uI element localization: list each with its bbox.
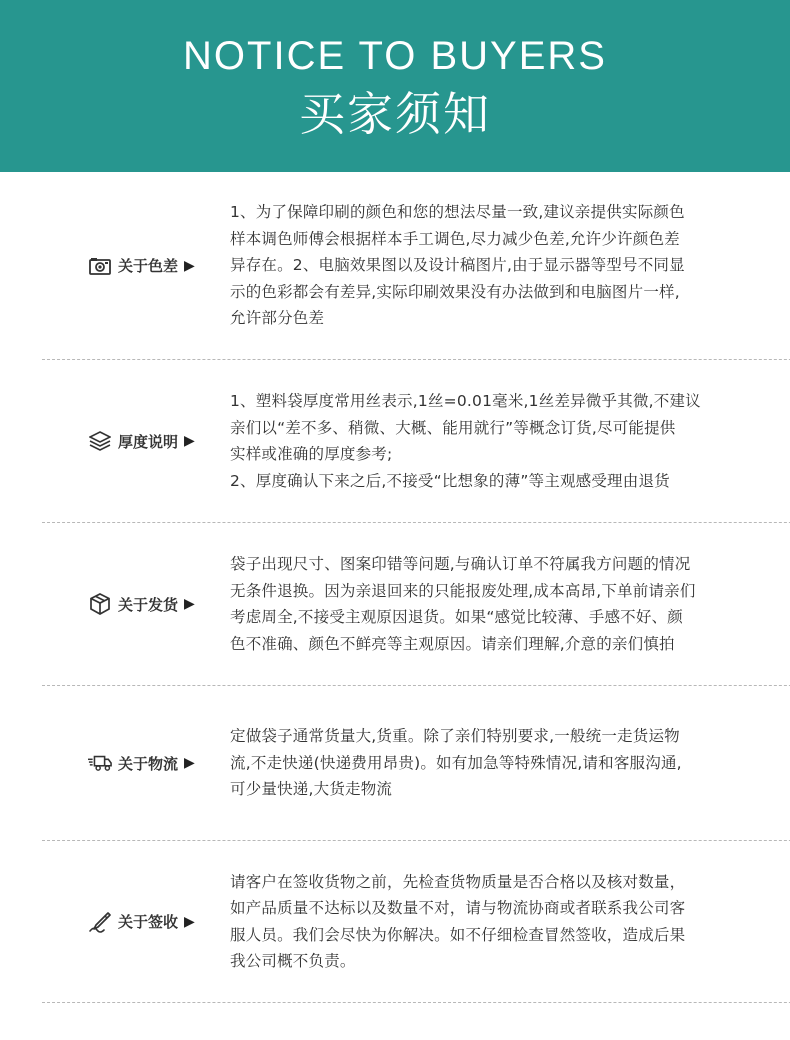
arrow-right-icon: ▶ bbox=[184, 755, 195, 771]
text-line: 如产品质量不达标以及数量不对，请与物流协商或者联系我公司客 bbox=[230, 899, 686, 917]
notice-list bbox=[0, 172, 790, 1003]
text-line: 色不准确、颜色不鲜亮等主观原因。请亲们理解,介意的亲们慎拍 bbox=[230, 634, 675, 653]
text-line: 我公司概不负责。 bbox=[230, 952, 356, 970]
section-label-text: 关于签收 bbox=[118, 913, 179, 931]
section-label-text: 厚度说明 bbox=[118, 432, 179, 451]
text-line: 实样或准确的厚度参考; bbox=[230, 445, 393, 463]
layers-icon bbox=[88, 431, 112, 451]
text-line: 服人员。我们会尽快为你解决。如不仔细检查冒然签收，造成后果 bbox=[230, 925, 686, 944]
package-icon bbox=[88, 594, 112, 614]
text-line: 无条件退换。因为亲退回来的只能报废处理,成本高昂,下单前请亲们 bbox=[230, 581, 696, 600]
section-label bbox=[88, 911, 230, 932]
text-line: 袋子出现尺寸、图案印错等问题,与确认订单不符属我方问题的情况 bbox=[230, 555, 691, 573]
section-label-text: 关于物流 bbox=[118, 754, 179, 773]
text-line: 示的色彩都会有差异,实际印刷效果没有办法做到和电脑图片一样, bbox=[230, 282, 680, 301]
section-text bbox=[230, 723, 790, 803]
section-label bbox=[88, 431, 230, 452]
section-label bbox=[88, 255, 230, 276]
text-line: 异存在。2、电脑效果图以及设计稿图片,由于显示器等型号不同显 bbox=[230, 256, 685, 275]
section-label-text: 关于发货 bbox=[118, 595, 179, 614]
text-line: 允许部分色差 bbox=[230, 309, 325, 328]
arrow-right-icon: ▶ bbox=[184, 433, 195, 449]
section-label bbox=[88, 594, 230, 615]
signature-icon bbox=[88, 912, 112, 932]
section-text bbox=[230, 388, 790, 494]
title-english: NOTICE TO BUYERS bbox=[183, 34, 607, 78]
section-thickness bbox=[42, 360, 790, 523]
arrow-right-icon: ▶ bbox=[184, 257, 195, 274]
section-text bbox=[230, 551, 790, 657]
text-line: 请客户在签收货物之前，先检查货物质量是否合格以及核对数量， bbox=[230, 872, 686, 891]
section-logistics bbox=[42, 686, 790, 841]
title-chinese: 买家须知 bbox=[299, 87, 491, 141]
text-line: 流,不走快递(快递费用昂贵)。如有加急等特殊情况,请和客服沟通, bbox=[230, 753, 682, 772]
section-label bbox=[88, 753, 230, 774]
section-text bbox=[230, 199, 790, 332]
text-line: 考虑周全,不接受主观原因退货。如果“感觉比较薄、手感不好、颜 bbox=[230, 608, 683, 626]
text-line: 样本调色师傅会根据样本手工调色,尽力减少色差,允许少许颜色差 bbox=[230, 229, 680, 248]
text-line: 定做袋子通常货量大,货重。除了亲们特别要求,一般统一走货运物 bbox=[230, 727, 680, 746]
camera-icon bbox=[88, 256, 112, 276]
section-signing bbox=[42, 841, 790, 1003]
text-line: 亲们以“差不多、稍微、大概、能用就行”等概念订货,尽可能提供 bbox=[230, 418, 676, 437]
text-line: 可少量快递,大货走物流 bbox=[230, 780, 393, 799]
header-banner bbox=[0, 0, 790, 172]
section-label-text: 关于色差 bbox=[118, 257, 179, 275]
section-color-difference bbox=[42, 172, 790, 360]
arrow-right-icon: ▶ bbox=[184, 596, 195, 612]
text-line: 1、为了保障印刷的颜色和您的想法尽量一致,建议亲提供实际颜色 bbox=[230, 203, 685, 222]
text-line: 2、厚度确认下来之后,不接受“比想象的薄”等主观感受理由退货 bbox=[230, 471, 670, 490]
text-line: 1、塑料袋厚度常用丝表示,1丝=0.01毫米,1丝差异微乎其微,不建议 bbox=[230, 392, 701, 410]
section-shipping bbox=[42, 523, 790, 686]
section-text bbox=[230, 869, 790, 975]
truck-icon bbox=[88, 753, 112, 773]
arrow-right-icon: ▶ bbox=[184, 913, 195, 930]
